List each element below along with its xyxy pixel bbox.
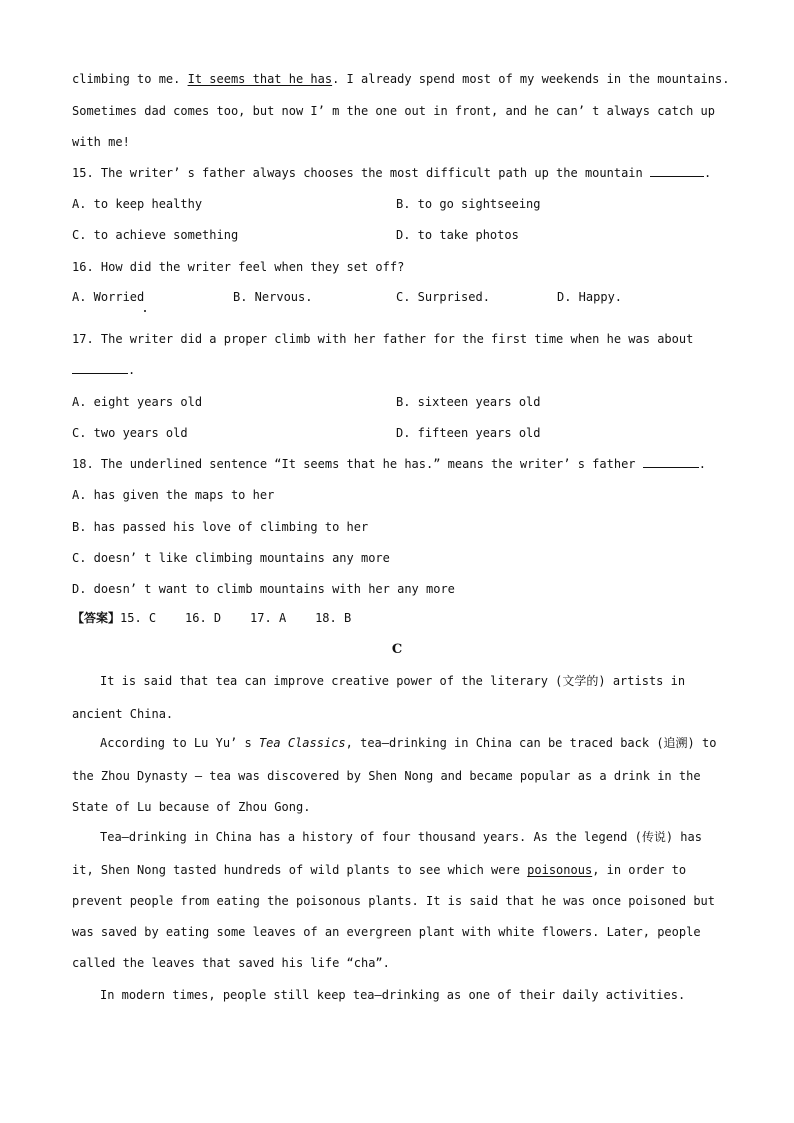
option-d: D. to take photos — [396, 228, 519, 242]
text: climbing to me. — [72, 72, 188, 86]
question-18-stem — [72, 456, 706, 472]
passage-line: with me! — [72, 135, 130, 149]
option-a: A. to keep healthy — [72, 197, 203, 211]
question-17-stem: 17. The writer did a proper climb with her father for the first time when he was about — [72, 332, 694, 346]
book-title: Tea Classics — [258, 736, 346, 750]
answer-blank — [650, 165, 704, 177]
paragraph-line: It is said that tea can improve creative power of the literary (文学的) artists in — [100, 674, 686, 688]
option-c: C. to achieve something — [72, 228, 239, 242]
text: . — [128, 363, 136, 377]
option-b: B. has passed his love of climbing to her — [72, 520, 369, 534]
option-d: D. doesn’ t want to climb mountains with her any more — [72, 582, 455, 596]
question-15-stem — [72, 165, 711, 181]
underlined-sentence: It seems that he has — [187, 72, 333, 86]
text: , in order to — [592, 863, 687, 877]
paragraph-line: called the leaves that saved his life “cha”. — [72, 956, 390, 970]
answer-blank — [643, 456, 699, 468]
question-17-blank-line — [72, 362, 135, 378]
option-d: D. fifteen years old — [396, 426, 541, 440]
option-a: A. eight years old — [72, 395, 203, 409]
paragraph-line: State of Lu because of Zhou Gong. — [72, 800, 311, 814]
answer-label: 【答案】 — [72, 611, 121, 625]
dot-mark — [144, 310, 146, 312]
option-b: B. to go sightseeing — [396, 197, 541, 211]
option-c: C. doesn’ t like climbing mountains any more — [72, 551, 390, 565]
text: 18. The underlined sentence “It seems that he has.” means the writer’ s father — [72, 457, 643, 471]
option-b: B. Nervous. — [233, 290, 313, 304]
text: 15. The writer’ s father always chooses the most difficult path up the mountain — [72, 166, 650, 180]
text: . — [698, 457, 706, 471]
text: . I already spend most of my weekends in the mountains. — [332, 72, 730, 86]
answer-blank — [72, 362, 128, 374]
option-a: A. Worried — [72, 290, 145, 304]
paragraph-line — [72, 862, 686, 878]
text: . — [703, 166, 712, 180]
question-16-stem: 16. How did the writer feel when they set off? — [72, 260, 405, 274]
option-c: C. two years old — [72, 426, 188, 440]
passage-line — [72, 71, 729, 87]
text: , tea—drinking in China can be traced back (追溯) to — [345, 736, 717, 750]
paragraph-line: the Zhou Dynasty — tea was discovered by Shen Nong and became popular as a drink in the — [72, 769, 701, 783]
passage-line: Sometimes dad comes too, but now I’ m the one out in front, and he can’ t always catch up — [72, 104, 715, 118]
paragraph-line: prevent people from eating the poisonous plants. It is said that he was once poisoned but — [72, 894, 715, 908]
paragraph-line — [100, 735, 716, 751]
section-heading: C — [391, 642, 403, 657]
answer-key — [72, 610, 351, 626]
option-b: B. sixteen years old — [396, 395, 541, 409]
paragraph-line: In modern times, people still keep tea—drinking as one of their daily activities. — [100, 988, 686, 1002]
paragraph-line: was saved by eating some leaves of an evergreen plant with white flowers. Later, people — [72, 925, 701, 939]
paragraph-line: ancient China. — [72, 707, 174, 721]
answer-text: 15. C 16. D 17. A 18. B — [120, 611, 352, 625]
text: According to Lu Yu’ s — [100, 736, 259, 750]
text: it, Shen Nong tasted hundreds of wild plants to see which were — [72, 863, 528, 877]
underlined-word: poisonous — [527, 863, 593, 877]
option-a: A. has given the maps to her — [72, 488, 275, 502]
option-d: D. Happy. — [557, 290, 623, 304]
paragraph-line: Tea—drinking in China has a history of four thousand years. As the legend (传说) has — [100, 830, 702, 844]
option-c: C. Surprised. — [396, 290, 490, 304]
